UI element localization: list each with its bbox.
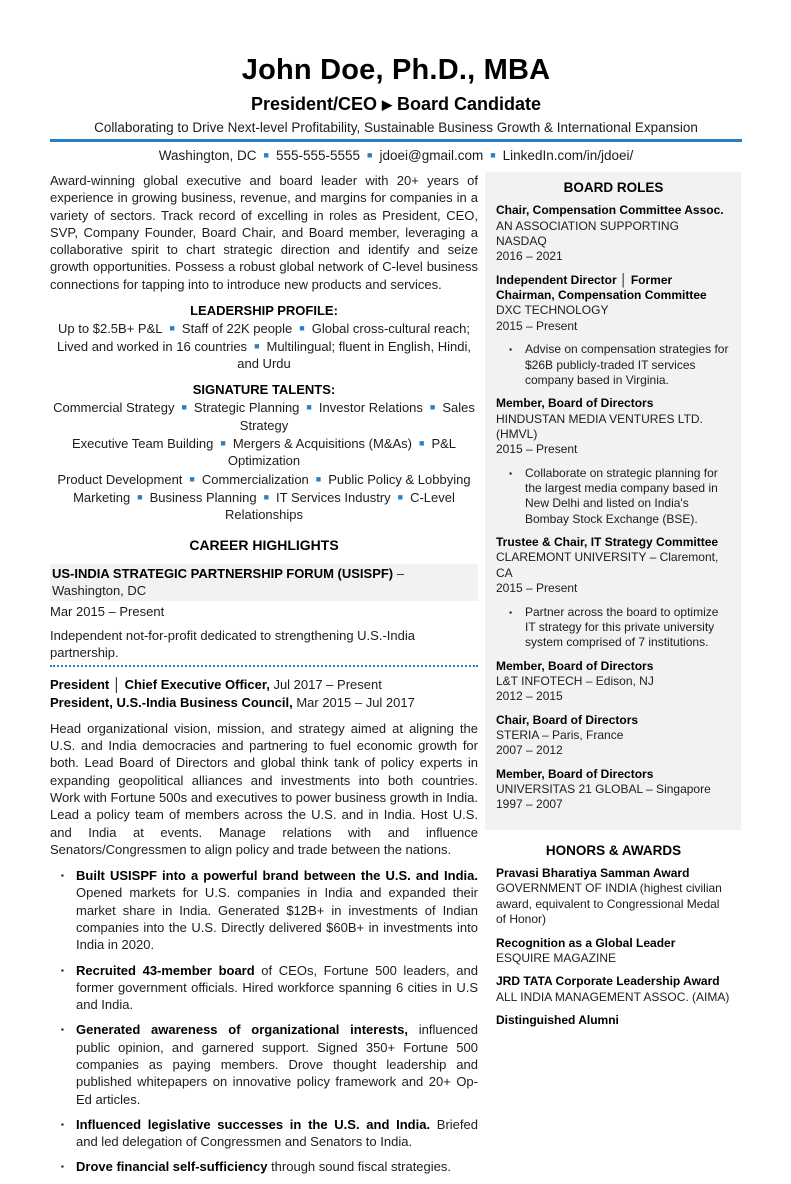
inline-list-item: Up to $2.5B+ P&L (58, 321, 163, 337)
role-title: President, U.S.-India Business Council, (50, 694, 293, 710)
role-line (50, 694, 478, 711)
bullet-text: Advise on compensation strategies for $26B publicly-traded IT services company based in Virginia. (525, 342, 729, 387)
inline-list-item: Multilingual; fluent in English, Hindi, and Urdu (237, 338, 471, 371)
honor-entry (496, 974, 731, 1005)
sidebar-column (485, 172, 741, 1036)
candidate-title (50, 94, 742, 115)
inline-list-item: Strategic Planning (193, 400, 300, 416)
honors-heading: HONORS & AWARDS (545, 842, 682, 858)
contact-line (50, 148, 742, 163)
board-role-entry (496, 396, 731, 527)
board-role-dates: 2007 – 2012 (496, 743, 563, 758)
inline-list-item: jdoei@gmail.com (379, 148, 484, 163)
role-line (50, 676, 478, 693)
header-divider (50, 139, 742, 142)
bullet-text: Partner across the board to optimize IT strategy for this private university system comprised of 7 institutions. (525, 604, 719, 650)
signature-talents-heading: SIGNATURE TALENTS: (192, 382, 336, 398)
inline-list-item: Investor Relations (318, 400, 423, 416)
title-right: Board Candidate (397, 94, 542, 114)
summary-paragraph: Award-winning global executive and board leader with 20+ years of experience in growing business, revenue, and margins for companies in a variety of sectors. Track record of excelling in roles as President, CEO, SVP, Company Founder, Board Chair, and Board member, leveraging a collaborative spirit to chart strategic direction and identify and seize growth opportunities. Possess a robust global network of C-level business connections for tapping into to introduce new products and services. (50, 173, 478, 292)
content-columns (50, 172, 742, 1184)
achievement-bullet (50, 1021, 478, 1107)
signature-talents-line (50, 399, 478, 434)
honor-org: ALL INDIA MANAGEMENT ASSOC. (AIMA) (496, 989, 730, 1004)
honor-title: Distinguished Alumni (496, 1012, 619, 1027)
square-bullet-icon: ▪ (61, 1119, 64, 1129)
square-bullet-icon: ▪ (61, 1025, 64, 1035)
honor-entry (496, 866, 731, 927)
board-role-bullet (496, 466, 731, 527)
role-title: President │ Chief Executive Officer, (50, 677, 270, 693)
separator-square-icon: ■ (189, 473, 195, 484)
leadership-profile-heading: LEADERSHIP PROFILE: (190, 302, 338, 318)
board-roles-panel (485, 172, 741, 830)
right-triangle-icon: ▶ (382, 97, 392, 112)
title-left: President/CEO (250, 94, 377, 114)
square-bullet-icon: ▪ (509, 345, 512, 355)
employer-name: US-INDIA STRATEGIC PARTNERSHIP FORUM (USISPF) (52, 565, 394, 581)
inline-list-item: Global cross-cultural reach; Lived and worked in 16 countries (57, 321, 470, 354)
signature-talents-line (50, 471, 478, 488)
board-role-dates: 2016 – 2021 (496, 249, 563, 264)
board-role-bullet (496, 342, 731, 388)
honor-title: Recognition as a Global Leader (496, 935, 676, 950)
honor-entry (496, 1013, 731, 1028)
inline-list-item: LinkedIn.com/in/jdoei/ (502, 148, 634, 163)
bullet-text: Recruited 43-member board of CEOs, Fortune 500 leaders, and former government officials. Hired workforce spanning 6 cities in U.S and India. (76, 962, 478, 1013)
separator-square-icon: ■ (299, 323, 305, 334)
board-role-entry (496, 767, 731, 813)
achievement-bullets (50, 867, 478, 1176)
separator-square-icon: ■ (367, 150, 373, 160)
separator-square-icon: ■ (169, 323, 175, 334)
board-role-org: DXC TECHNOLOGY (496, 303, 609, 318)
bullet-text: Collaborate on strategic planning for the largest media company based in New Delhi and listed on India's Bombay Stock Exchange (BSE). (525, 465, 718, 526)
board-role-bullet (496, 605, 731, 651)
inline-list-item: Marketing (73, 489, 131, 505)
bullet-text: Influenced legislative successes in the U.S. and India. Briefed and led delegation of Congressmen and Senators to India. (76, 1116, 478, 1150)
honors-section (485, 842, 741, 1029)
separator-square-icon: ■ (220, 437, 226, 448)
inline-list-item: Mergers & Acquisitions (M&As) (232, 435, 412, 451)
achievement-bullet (50, 1116, 478, 1151)
employer-dates: Mar 2015 – Present (50, 603, 165, 619)
board-role-dates: 2015 – Present (496, 442, 578, 457)
board-role-org: CLAREMONT UNIVERSITY – Claremont, CA (496, 550, 719, 580)
achievement-bullet (50, 962, 478, 1014)
separator-square-icon: ■ (490, 150, 496, 160)
leadership-profile-items (50, 320, 478, 372)
separator-square-icon: ■ (263, 491, 270, 502)
board-role-org: HINDUSTAN MEDIA VENTURES LTD. (HMVL) (496, 411, 703, 441)
role-dates: Jul 2017 – Present (269, 677, 382, 693)
inline-list-item: Product Development (57, 471, 183, 487)
main-column (50, 172, 478, 1184)
board-role-entry (496, 203, 731, 264)
board-role-title: Chair, Compensation Committee Assoc. (496, 203, 724, 218)
square-bullet-icon: ▪ (61, 871, 64, 881)
employer-location: – Washington, DC (52, 565, 404, 599)
separator-square-icon: ■ (315, 473, 322, 484)
square-bullet-icon: ▪ (509, 468, 512, 478)
honor-org: GOVERNMENT OF INDIA (highest civilian award, equivalent to Congressional Medal of Honor) (496, 881, 722, 927)
bullet-text: Built USISPF into a powerful brand between the U.S. and India. Opened markets for U.S. companies in India and expanded their market share in India. Generated $12B+ in investments of Indian companies into the U.S. Directly delivered $60B+ in investments into India in 2020. (76, 868, 478, 953)
board-role-entry (496, 659, 731, 705)
separator-square-icon: ■ (254, 340, 260, 351)
honor-title: Pravasi Bharatiya Samman Award (496, 866, 690, 881)
separator-square-icon: ■ (419, 437, 425, 448)
bullet-text: Generated awareness of organizational interests, influenced public opinion, and garnered support. Signed 350+ Fortune 500 companies as paying members. Drove thought leadership and published whitepapers on innovative policy framework and 20+ Op-Ed articles. (76, 1022, 478, 1107)
board-role-title: Member, Board of Directors (496, 658, 654, 673)
board-role-org: UNIVERSITAS 21 GLOBAL – Singapore (496, 782, 711, 797)
inline-list-item: Staff of 22K people (181, 321, 293, 337)
separator-square-icon: ■ (137, 491, 143, 502)
bullet-text: Drove financial self-sufficiency through sound fiscal strategies. (76, 1159, 452, 1175)
role-dates: Mar 2015 – Jul 2017 (292, 694, 415, 710)
board-role-org: L&T INFOTECH – Edison, NJ (496, 673, 654, 688)
board-role-dates: 2015 – Present (496, 581, 578, 596)
inline-list-item: 555-555-5555 (275, 148, 361, 163)
inline-list-item: Executive Team Building (71, 435, 214, 451)
signature-talents-line (50, 435, 478, 470)
board-role-title: Trustee & Chair, IT Strategy Committee (496, 535, 719, 550)
employer-description: Independent not-for-profit dedicated to strengthening U.S.-India partnership. (50, 627, 478, 668)
board-role-dates: 2012 – 2015 (496, 689, 563, 704)
board-role-org: STERIA – Paris, France (496, 728, 624, 743)
board-role-org: AN ASSOCIATION SUPPORTING NASDAQ (496, 218, 679, 248)
board-role-entry (496, 535, 731, 651)
role-lines (50, 676, 478, 711)
board-role-entry (496, 713, 731, 759)
square-bullet-icon: ▪ (61, 965, 64, 975)
separator-square-icon: ■ (397, 491, 404, 502)
board-role-title: Member, Board of Directors (496, 396, 654, 411)
resume-header (50, 54, 742, 163)
separator-square-icon: ■ (263, 150, 269, 160)
separator-square-icon: ■ (181, 402, 187, 413)
separator-square-icon: ■ (429, 402, 436, 413)
board-role-dates: 1997 – 2007 (496, 797, 563, 812)
board-roles-heading: BOARD ROLES (563, 180, 664, 195)
board-role-title: Independent Director │ Former Chairman, Compensation Committee (496, 272, 707, 303)
inline-list-item: Washington, DC (158, 148, 257, 163)
square-bullet-icon: ▪ (61, 1162, 64, 1172)
inline-list-item: Public Policy & Lobbying (328, 471, 471, 487)
honor-entry (496, 936, 731, 967)
board-role-title: Member, Board of Directors (496, 766, 654, 781)
honor-title: JRD TATA Corporate Leadership Award (496, 974, 720, 989)
square-bullet-icon: ▪ (509, 607, 512, 617)
separator-square-icon: ■ (306, 402, 312, 413)
achievement-bullet (50, 867, 478, 953)
board-role-title: Chair, Board of Directors (496, 712, 639, 727)
inline-list-item: C-Level Relationships (224, 489, 455, 523)
inline-list-item: Sales Strategy (239, 400, 475, 433)
inline-list-item: Business Planning (149, 489, 257, 505)
employer-line (50, 564, 478, 601)
tagline: Collaborating to Drive Next-level Profitability, Sustainable Business Growth & International Expansion (94, 120, 698, 135)
candidate-name: John Doe, Ph.D., MBA (241, 54, 551, 86)
signature-talents-line (50, 489, 478, 524)
inline-list-item: P&L Optimization (227, 435, 457, 469)
inline-list-item: IT Services Industry (276, 489, 391, 505)
achievement-bullet (50, 1158, 478, 1175)
board-role-entry (496, 273, 731, 389)
board-role-dates: 2015 – Present (496, 318, 578, 333)
honor-org: ESQUIRE MAGAZINE (496, 950, 617, 965)
role-description: Head organizational vision, mission, and strategy aimed at aligning the U.S. and India democracies and partnering to fuel economic growth for both. Lead Board of Directors and global think tank of policy experts in expanding geopolitical alliances and investments into both countries. Work with Fortune 500s and executives to power business growth in India. Lead a policy team of members across the U.S. and in India. Host U.S. and India at events. Manage relations with and influence Senators/Congressmen to align policy and trade between the nations. (50, 720, 478, 857)
inline-list-item: Commercialization (201, 471, 309, 487)
inline-list-item: Commercial Strategy (53, 400, 175, 416)
career-highlights-heading: CAREER HIGHLIGHTS (189, 537, 339, 554)
